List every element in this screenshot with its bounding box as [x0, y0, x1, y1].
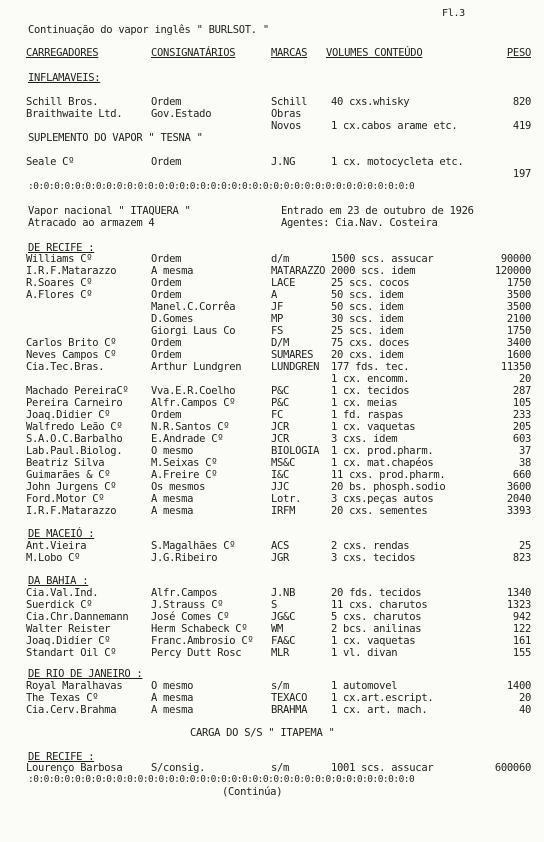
section-heading-suplemento: SUPLEMENTO DO VAPOR " TESNA "	[28, 132, 203, 144]
mark-cell: MS&C	[271, 457, 296, 469]
shipper-cell: Suerdick Cº	[26, 599, 93, 611]
shipper-cell: I.R.F.Matarazzo	[26, 265, 117, 277]
volume-cell: 11 cxs. prod.pharm.	[331, 469, 446, 481]
recife-row	[26, 265, 536, 277]
mark-cell: D/M	[271, 337, 290, 349]
vessel-name: Vapor nacional " ITAQUERA "	[28, 205, 191, 217]
mark-cell: J.NG	[271, 156, 296, 168]
shipper-cell: The Texas Cº	[26, 692, 99, 704]
consignee-cell: J.Strauss Cº	[151, 599, 224, 611]
rio-row	[26, 704, 536, 716]
recife-row	[26, 505, 536, 517]
recife-row	[26, 433, 536, 445]
weight-cell: 90000	[500, 253, 531, 265]
weight-cell: 205	[512, 421, 531, 433]
recife-row	[26, 481, 536, 493]
consignee-cell: A mesma	[151, 493, 194, 505]
mark-cell: WM	[271, 623, 284, 635]
suplemento-row	[26, 156, 536, 180]
consignee-cell: Gov.Estado	[151, 108, 212, 120]
weight-cell: 1750	[506, 277, 531, 289]
header-consignees: CONSIGNATÁRIOS	[151, 47, 236, 59]
mark-cell: I&C	[271, 469, 290, 481]
weight-cell: 197	[512, 168, 531, 180]
shipper-cell: Pereira Carneiro	[26, 397, 123, 409]
volume-cell: 20 cxs. sementes	[331, 505, 428, 517]
mark-cell: SUMARES	[271, 349, 314, 361]
consignee-cell: O mesmo	[151, 445, 194, 457]
consignee-cell: S.Magalhães Cº	[151, 540, 236, 552]
volume-cell: 11 cxs. charutos	[331, 599, 428, 611]
recife-row	[26, 397, 536, 409]
shipper-cell: S.A.O.C.Barbalho	[26, 433, 123, 445]
volume-cell: 3 cxs. idem	[331, 433, 398, 445]
recife-row	[26, 409, 536, 421]
consignee-cell: Ordem	[151, 277, 182, 289]
shipper-cell: Ford.Motor Cº	[26, 493, 105, 505]
separator-line-1: :0:0:0:0:0:0:0:0:0:0:0:0:0:0:0:0:0:0:0:0:0:0:0:0:0:0:0:0:0:0:0:0:0:0:0:0:0	[28, 181, 415, 192]
separator-line-2: :0:0:0:0:0:0:0:0:0:0:0:0:0:0:0:0:0:0:0:0:0:0:0:0:0:0:0:0:0:0:0:0:0:0:0:0:0	[28, 774, 415, 785]
shipper-cell: Machado PereiraCº	[26, 385, 129, 397]
weight-cell: 38	[518, 457, 531, 469]
mark-cell: BRAHMA	[271, 704, 308, 716]
consignee-cell: Alfr.Campos	[151, 587, 218, 599]
consignee-cell: Arthur Lundgren	[151, 361, 242, 373]
volume-cell: 1 cx. mat.chapéos	[331, 457, 434, 469]
recife-row	[26, 361, 536, 373]
consignee-cell: Ordem	[151, 156, 182, 168]
shipper-cell: Carlos Brito Cº	[26, 337, 117, 349]
section-heading-rio: DE RIO DE JANEIRO :	[28, 668, 143, 680]
weight-cell: 600060	[494, 762, 531, 774]
bahia-row	[26, 623, 536, 635]
volume-cell: 1 cx.art.escript.	[331, 692, 434, 704]
recife-row	[26, 301, 536, 313]
shipper-cell: Lourenço Barbosa	[26, 762, 123, 774]
shipper-cell: Cia.Cerv.Brahma	[26, 704, 117, 716]
shipper-cell: Lab.Paul.Biolog.	[26, 445, 123, 457]
mark-cell: Obras	[271, 108, 302, 120]
rio-row	[26, 692, 536, 704]
weight-cell: 2100	[506, 313, 531, 325]
mark-cell: s/m	[271, 680, 290, 692]
shipper-cell: Williams Cº	[26, 253, 93, 265]
weight-cell: 20	[518, 692, 531, 704]
weight-cell: 820	[512, 96, 531, 108]
mark-cell: Schill	[271, 96, 308, 108]
volume-cell: 20 cxs. idem	[331, 349, 404, 361]
weight-cell: 823	[512, 552, 531, 564]
mark-cell: d/m	[271, 253, 290, 265]
volume-cell: 1 cx. motocycleta etc.	[331, 156, 464, 168]
consignee-cell: Ordem	[151, 253, 182, 265]
entry-date: Entrado em 23 de outubro de 1926	[281, 205, 474, 217]
shipper-cell: I.R.F.Matarazzo	[26, 505, 117, 517]
consignee-cell: Alfr.Campos Cº	[151, 397, 236, 409]
section-heading-carga: CARGA DO S/S " ITAPEMA "	[190, 727, 335, 739]
consignee-cell: Herm Schabeck Cº	[151, 623, 248, 635]
consignee-cell: Franc.Ambrosio Cº	[151, 635, 254, 647]
volume-cell: 3 cxs. tecidos	[331, 552, 416, 564]
berth-info: Atracado ao armazem 4	[28, 217, 155, 229]
volume-cell: 1 cx. art. mach.	[331, 704, 428, 716]
volume-cell: 1 vl. divan	[331, 647, 398, 659]
mark-cell: LACE	[271, 277, 296, 289]
shipper-cell: Guimarães & Cº	[26, 469, 111, 481]
consignee-cell: Ordem	[151, 337, 182, 349]
mark-cell: P&C	[271, 385, 290, 397]
volume-cell: 50 scs. idem	[331, 301, 404, 313]
section-heading-inflamaveis: INFLAMAVEIS:	[28, 72, 101, 84]
recife-2-row	[26, 762, 536, 774]
section-heading-recife-2: DE RECIFE :	[28, 751, 95, 763]
mark-cell: FC	[271, 409, 284, 421]
weight-cell: 2040	[506, 493, 531, 505]
volume-cell: 50 scs. idem	[331, 289, 404, 301]
consignee-cell: O mesmo	[151, 680, 194, 692]
weight-cell: 1323	[506, 599, 531, 611]
volume-cell: 40 cxs.whisky	[331, 96, 410, 108]
consignee-cell: S/consig.	[151, 762, 206, 774]
shipper-cell: M.Lobo Cº	[26, 552, 81, 564]
weight-cell: 287	[512, 385, 531, 397]
section-heading-maceio: DE MACEIÓ :	[28, 528, 95, 540]
weight-cell: 1600	[506, 349, 531, 361]
mark-cell: BIOLOGIA	[271, 445, 320, 457]
volume-cell: 30 scs. idem	[331, 313, 404, 325]
volume-cell: 25 scs. cocos	[331, 277, 410, 289]
inflamaveis-row	[26, 120, 536, 132]
weight-cell: 11350	[500, 361, 531, 373]
shipper-cell: Neves Campos Cº	[26, 349, 117, 361]
volume-cell: 20 fds. tecidos	[331, 587, 422, 599]
consignee-cell: José Comes Cº	[151, 611, 230, 623]
volume-cell: 5 cxs. charutos	[331, 611, 422, 623]
inflamaveis-row	[26, 108, 536, 120]
shipper-cell: Seale Cº	[26, 156, 75, 168]
shipper-cell: Cia.Val.Ind.	[26, 587, 99, 599]
shipper-cell: Beatriz Silva	[26, 457, 105, 469]
mark-cell: IRFM	[271, 505, 296, 517]
consignee-cell: M.Seixas Cº	[151, 457, 218, 469]
header-marks: MARCAS	[271, 47, 308, 59]
mark-cell: P&C	[271, 397, 290, 409]
weight-cell: 3500	[506, 289, 531, 301]
mark-cell: FA&C	[271, 635, 296, 647]
weight-cell: 1400	[506, 680, 531, 692]
volume-cell: 1 fd. raspas	[331, 409, 404, 421]
shipper-cell: Cia.Tec.Bras.	[26, 361, 105, 373]
rio-row	[26, 680, 536, 692]
volume-cell: 20 bs. phosph.sodio	[331, 481, 446, 493]
consignee-cell: Ordem	[151, 96, 182, 108]
bahia-row	[26, 599, 536, 611]
mark-cell: MLR	[271, 647, 290, 659]
continua-note: (Continúa)	[222, 786, 283, 798]
bahia-row	[26, 587, 536, 599]
mark-cell: LUNDGREN	[271, 361, 320, 373]
consignee-cell: A.Freire Cº	[151, 469, 218, 481]
mark-cell: J.NB	[271, 587, 296, 599]
consignee-cell: A mesma	[151, 692, 194, 704]
volume-cell: 75 cxs. doces	[331, 337, 410, 349]
weight-cell: 1750	[506, 325, 531, 337]
volume-cell: 1 cx. prod.pharm.	[331, 445, 434, 457]
consignee-cell: E.Andrade Cº	[151, 433, 224, 445]
bahia-row	[26, 635, 536, 647]
recife-row	[26, 325, 536, 337]
weight-cell: 122	[512, 623, 531, 635]
volume-cell: 3 cxs.peças autos	[331, 493, 434, 505]
weight-cell: 3600	[506, 481, 531, 493]
shipper-cell: John Jurgens Cº	[26, 481, 117, 493]
weight-cell: 1340	[506, 587, 531, 599]
shipper-cell: A.Flores Cº	[26, 289, 93, 301]
volume-cell: 2 cxs. rendas	[331, 540, 410, 552]
volume-cell: 2 bcs. anilinas	[331, 623, 422, 635]
volume-cell: 1001 scs. assucar	[331, 762, 434, 774]
mark-cell: ACS	[271, 540, 290, 552]
weight-cell: 3393	[506, 505, 531, 517]
consignee-cell: N.R.Santos Cº	[151, 421, 230, 433]
recife-row	[26, 289, 536, 301]
weight-cell: 120000	[494, 265, 531, 277]
maceio-row	[26, 540, 536, 552]
consignee-cell: A mesma	[151, 505, 194, 517]
shipper-cell: Walter Reister	[26, 623, 111, 635]
mark-cell: JCR	[271, 433, 290, 445]
recife-row	[26, 469, 536, 481]
column-headers	[26, 47, 536, 59]
weight-cell: 660	[512, 469, 531, 481]
maceio-row	[26, 552, 536, 564]
inflamaveis-row	[26, 96, 536, 108]
header-volumes: VOLUMES CONTEÚDO	[326, 47, 423, 59]
mark-cell: FS	[271, 325, 284, 337]
shipper-cell: Cia.Chr.Dannemann	[26, 611, 129, 623]
volume-cell: 2000 scs. idem	[331, 265, 416, 277]
consignee-cell: Ordem	[151, 409, 182, 421]
volume-cell: 1500 scs. assucar	[331, 253, 434, 265]
weight-cell: 603	[512, 433, 531, 445]
recife-row	[26, 457, 536, 469]
shipper-cell: Royal Maralhavas	[26, 680, 123, 692]
recife-row	[26, 313, 536, 325]
volume-cell: 1 cx. encomm.	[331, 373, 410, 385]
consignee-cell: A mesma	[151, 704, 194, 716]
shipper-cell: Standart Oil Cº	[26, 647, 117, 659]
mark-cell: JF	[271, 301, 284, 313]
shipper-cell: Joaq.Didier Cº	[26, 409, 111, 421]
consignee-cell: D.Gomes	[151, 313, 194, 325]
weight-cell: 20	[518, 373, 531, 385]
weight-cell: 3400	[506, 337, 531, 349]
consignee-cell: Os mesmos	[151, 481, 206, 493]
weight-cell: 161	[512, 635, 531, 647]
consignee-cell: Vva.E.R.Coelho	[151, 385, 236, 397]
section-heading-recife: DE RECIFE :	[28, 242, 95, 254]
shipper-cell: Schill Bros.	[26, 96, 99, 108]
volume-cell: 1 automovel	[331, 680, 398, 692]
volume-cell: 1 cx. vaquetas	[331, 635, 416, 647]
recife-row	[26, 337, 536, 349]
recife-row	[26, 349, 536, 361]
volume-cell: 1 cx.cabos arame etc.	[331, 120, 458, 132]
recife-row	[26, 277, 536, 289]
header-weight: PESO	[506, 47, 531, 59]
weight-cell: 942	[512, 611, 531, 623]
consignee-cell: Giorgi Laus Co	[151, 325, 236, 337]
volume-cell: 177 fds. tec.	[331, 361, 410, 373]
mark-cell: Lotr.	[271, 493, 302, 505]
shipper-cell: Braithwaite Ltd.	[26, 108, 123, 120]
consignee-cell: Percy Dutt Rosc	[151, 647, 242, 659]
recife-row	[26, 421, 536, 433]
mark-cell: A	[271, 289, 278, 301]
header-shippers: CARREGADORES	[26, 47, 99, 59]
volume-cell: 1 cx. tecidos	[331, 385, 410, 397]
section-heading-bahia: DA BAHIA :	[28, 575, 89, 587]
recife-row	[26, 445, 536, 457]
mark-cell: TEXACO	[271, 692, 308, 704]
shipper-cell: Ant.Vieira	[26, 540, 87, 552]
consignee-cell: A mesma	[151, 265, 194, 277]
mark-cell: JJC	[271, 481, 290, 493]
bahia-row	[26, 611, 536, 623]
mark-cell: s/m	[271, 762, 290, 774]
shipper-cell: Walfredo Leão Cº	[26, 421, 123, 433]
weight-cell: 3500	[506, 301, 531, 313]
weight-cell: 419	[512, 120, 531, 132]
recife-row	[26, 493, 536, 505]
mark-cell: MATARAZZO	[271, 265, 326, 277]
volume-cell: 25 scs. idem	[331, 325, 404, 337]
mark-cell: MP	[271, 313, 284, 325]
shipper-cell: R.Soares Cº	[26, 277, 93, 289]
weight-cell: 105	[512, 397, 531, 409]
weight-cell: 40	[518, 704, 531, 716]
volume-cell: 1 cx. meias	[331, 397, 398, 409]
document-title: Continuação do vapor inglês " BURLSOT. "	[28, 24, 269, 36]
consignee-cell: Ordem	[151, 289, 182, 301]
consignee-cell: J.G.Ribeiro	[151, 552, 218, 564]
recife-row	[26, 385, 536, 397]
weight-cell: 155	[512, 647, 531, 659]
weight-cell: 25	[518, 540, 531, 552]
consignee-cell: Ordem	[151, 349, 182, 361]
recife-row	[26, 253, 536, 265]
volume-cell: 1 cx. vaquetas	[331, 421, 416, 433]
mark-cell: JCR	[271, 421, 290, 433]
bahia-row	[26, 647, 536, 659]
weight-cell: 37	[518, 445, 531, 457]
mark-cell: Novos	[271, 120, 302, 132]
agents-info: Agentes: Cia.Nav. Costeira	[281, 217, 438, 229]
consignee-cell: Manel.C.Corrêa	[151, 301, 236, 313]
mark-cell: S	[271, 599, 278, 611]
mark-cell: JGR	[271, 552, 290, 564]
page-number: Fl.3	[442, 8, 465, 19]
mark-cell: JG&C	[271, 611, 296, 623]
recife-row	[26, 373, 536, 385]
weight-cell: 233	[512, 409, 531, 421]
shipper-cell: Joaq.Didier Cº	[26, 635, 111, 647]
